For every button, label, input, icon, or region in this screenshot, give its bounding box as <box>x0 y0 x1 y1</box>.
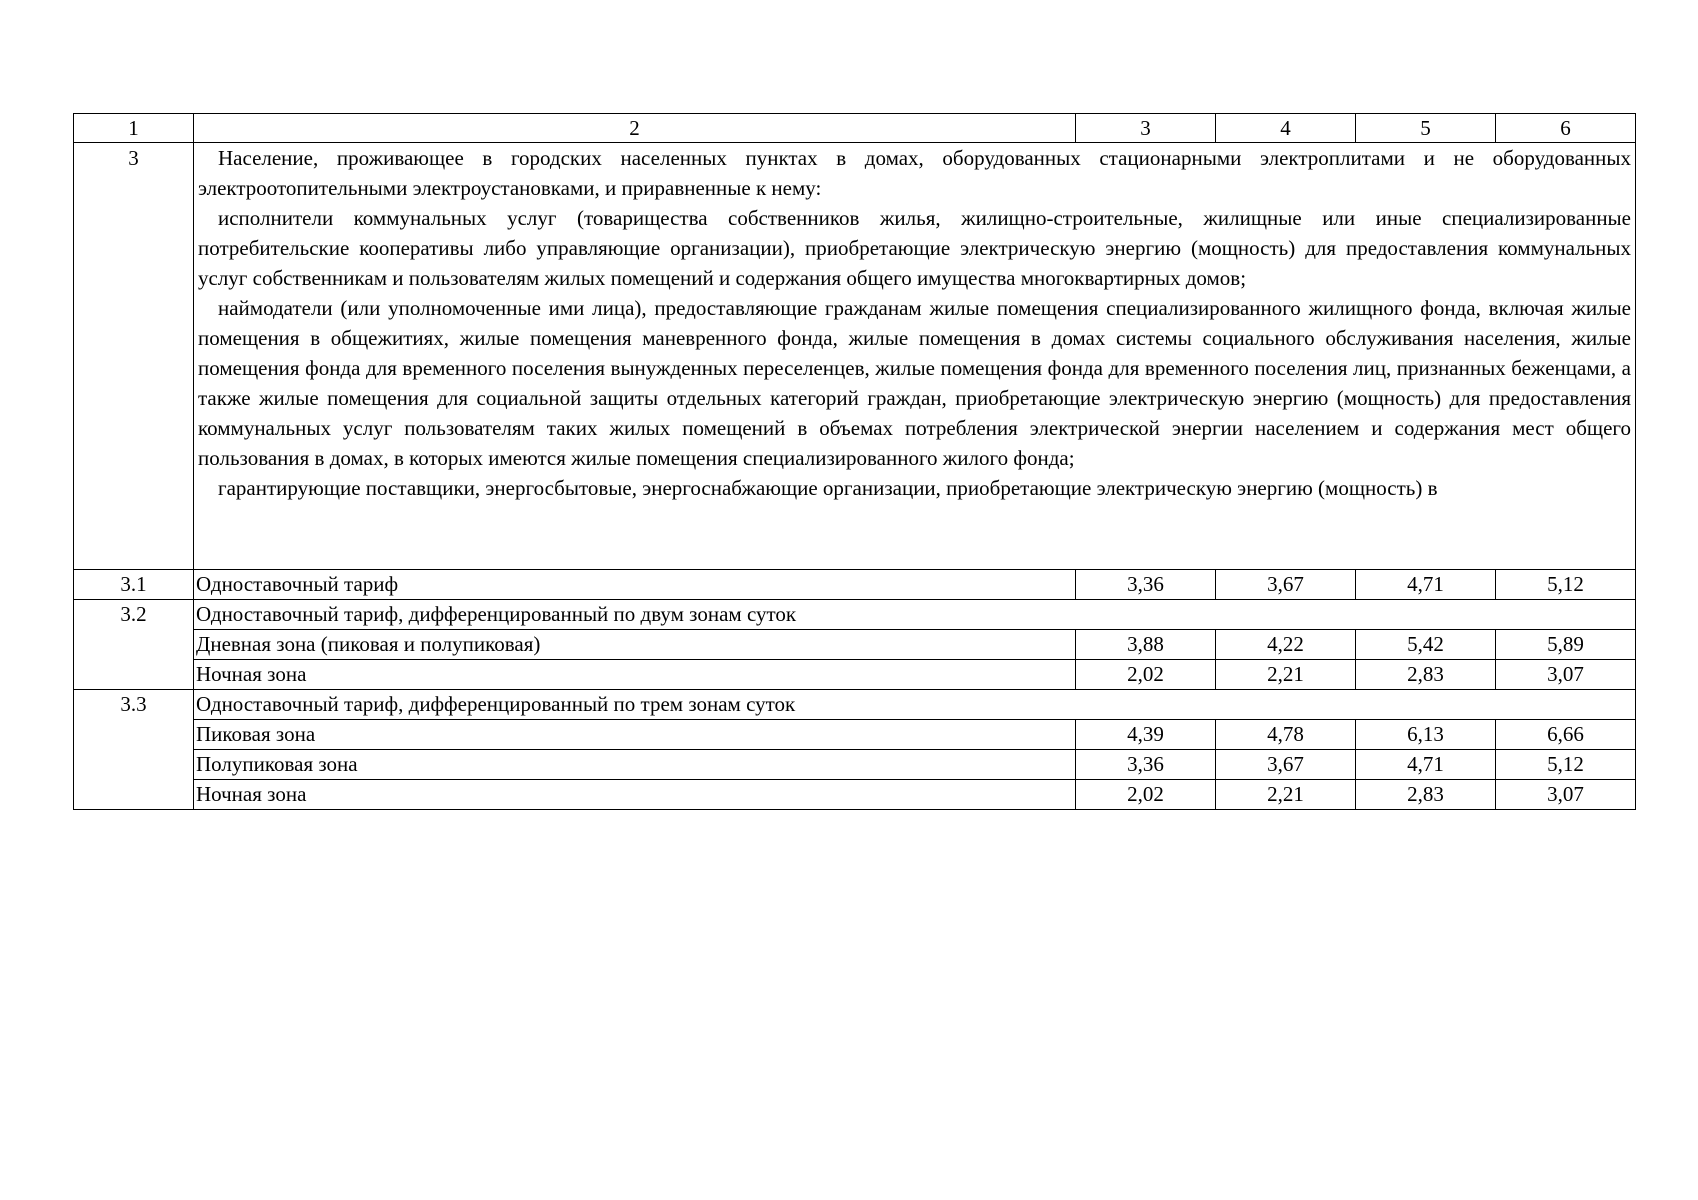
header-cell-2: 2 <box>194 114 1076 143</box>
header-cell-6: 6 <box>1496 114 1636 143</box>
row-label: Полупиковая зона <box>194 750 1076 780</box>
row-label: Пиковая зона <box>194 720 1076 750</box>
header-cell-3: 3 <box>1076 114 1216 143</box>
value-col-6: 5,12 <box>1496 570 1636 600</box>
table-row <box>74 720 1636 750</box>
value-col-3: 2,02 <box>1076 660 1216 690</box>
group-3-description <box>194 143 1636 570</box>
description-paragraph: Население, проживающее в городских населенных пунктах в домах, оборудованных стационарными электроплитами и не оборудованных электроотопительными электроустановками, и приравненные к нему: <box>198 146 1631 200</box>
value-col-4: 2,21 <box>1216 780 1356 810</box>
table-row <box>74 660 1636 690</box>
table-row <box>74 780 1636 810</box>
value-col-4: 3,67 <box>1216 750 1356 780</box>
table-row <box>74 750 1636 780</box>
group-title: Одноставочный тариф, дифференцированный по двум зонам суток <box>194 600 1636 630</box>
value-col-3: 3,88 <box>1076 630 1216 660</box>
value-col-5: 2,83 <box>1356 780 1496 810</box>
value-col-4: 3,67 <box>1216 570 1356 600</box>
row-label: Ночная зона <box>194 780 1076 810</box>
description-paragraph: исполнители коммунальных услуг (товарищества собственников жилья, жилищно-строительные, жилищные или иные специализированные потребительские кооперативы либо управляющие организации), приобретающие электрическую энергию (мощность) для предоставления коммунальных услуг собственникам и пользователям жилых помещений и содержания общего имущества многоквартирных домов; <box>198 206 1631 290</box>
header-cell-5: 5 <box>1356 114 1496 143</box>
value-col-5: 6,13 <box>1356 720 1496 750</box>
row-label: Ночная зона <box>194 660 1076 690</box>
value-col-5: 4,71 <box>1356 750 1496 780</box>
value-col-6: 5,89 <box>1496 630 1636 660</box>
value-col-6: 3,07 <box>1496 660 1636 690</box>
description-text-box <box>196 143 1633 569</box>
group-3-code: 3 <box>74 143 194 570</box>
value-col-6: 6,66 <box>1496 720 1636 750</box>
description-paragraph: гарантирующие поставщики, энергосбытовые, энергоснабжающие организации, приобретающие электрическую энергию (мощность) в <box>218 476 1438 500</box>
value-col-4: 4,78 <box>1216 720 1356 750</box>
row-label: Дневная зона (пиковая и полупиковая) <box>194 630 1076 660</box>
header-cell-1: 1 <box>74 114 194 143</box>
group-3-3-title-row <box>74 690 1636 720</box>
value-col-5: 2,83 <box>1356 660 1496 690</box>
value-col-3: 3,36 <box>1076 570 1216 600</box>
table-row-3-1 <box>74 570 1636 600</box>
value-col-4: 4,22 <box>1216 630 1356 660</box>
group-title: Одноставочный тариф, дифференцированный по трем зонам суток <box>194 690 1636 720</box>
group-3-2-title-row <box>74 600 1636 630</box>
value-col-3: 4,39 <box>1076 720 1216 750</box>
row-code: 3.1 <box>74 570 194 600</box>
value-col-3: 2,02 <box>1076 780 1216 810</box>
description-paragraph: наймодатели (или уполномоченные ими лица), предоставляющие гражданам жилые помещения специализированного жилищного фонда, включая жилые помещения в общежитиях, жилые помещения маневренного фонда, жилые помещения в домах системы социального обслуживания населения, жилые помещения фонда для временного поселения вынужденных переселенцев, жилые помещения фонда для временного поселения лиц, признанных беженцами, а также жилые помещения для социальной защиты отдельных категорий граждан, приобретающие электрическую энергию (мощность) для предоставления коммунальных услуг пользователям таких жилых помещений в объемах потребления электрической энергии населением и содержания мест общего пользования в домах, в которых имеются жилые помещения специализированного жилого фонда; <box>198 296 1631 470</box>
tariff-table <box>73 113 1636 810</box>
value-col-6: 5,12 <box>1496 750 1636 780</box>
header-row <box>74 114 1636 143</box>
group-3-2-code: 3.2 <box>74 600 194 690</box>
table-row <box>74 630 1636 660</box>
value-col-6: 3,07 <box>1496 780 1636 810</box>
value-col-5: 4,71 <box>1356 570 1496 600</box>
row-label: Одноставочный тариф <box>194 570 1076 600</box>
group-3-3-code: 3.3 <box>74 690 194 810</box>
value-col-3: 3,36 <box>1076 750 1216 780</box>
header-cell-4: 4 <box>1216 114 1356 143</box>
value-col-5: 5,42 <box>1356 630 1496 660</box>
group-3-description-row <box>74 143 1636 570</box>
value-col-4: 2,21 <box>1216 660 1356 690</box>
